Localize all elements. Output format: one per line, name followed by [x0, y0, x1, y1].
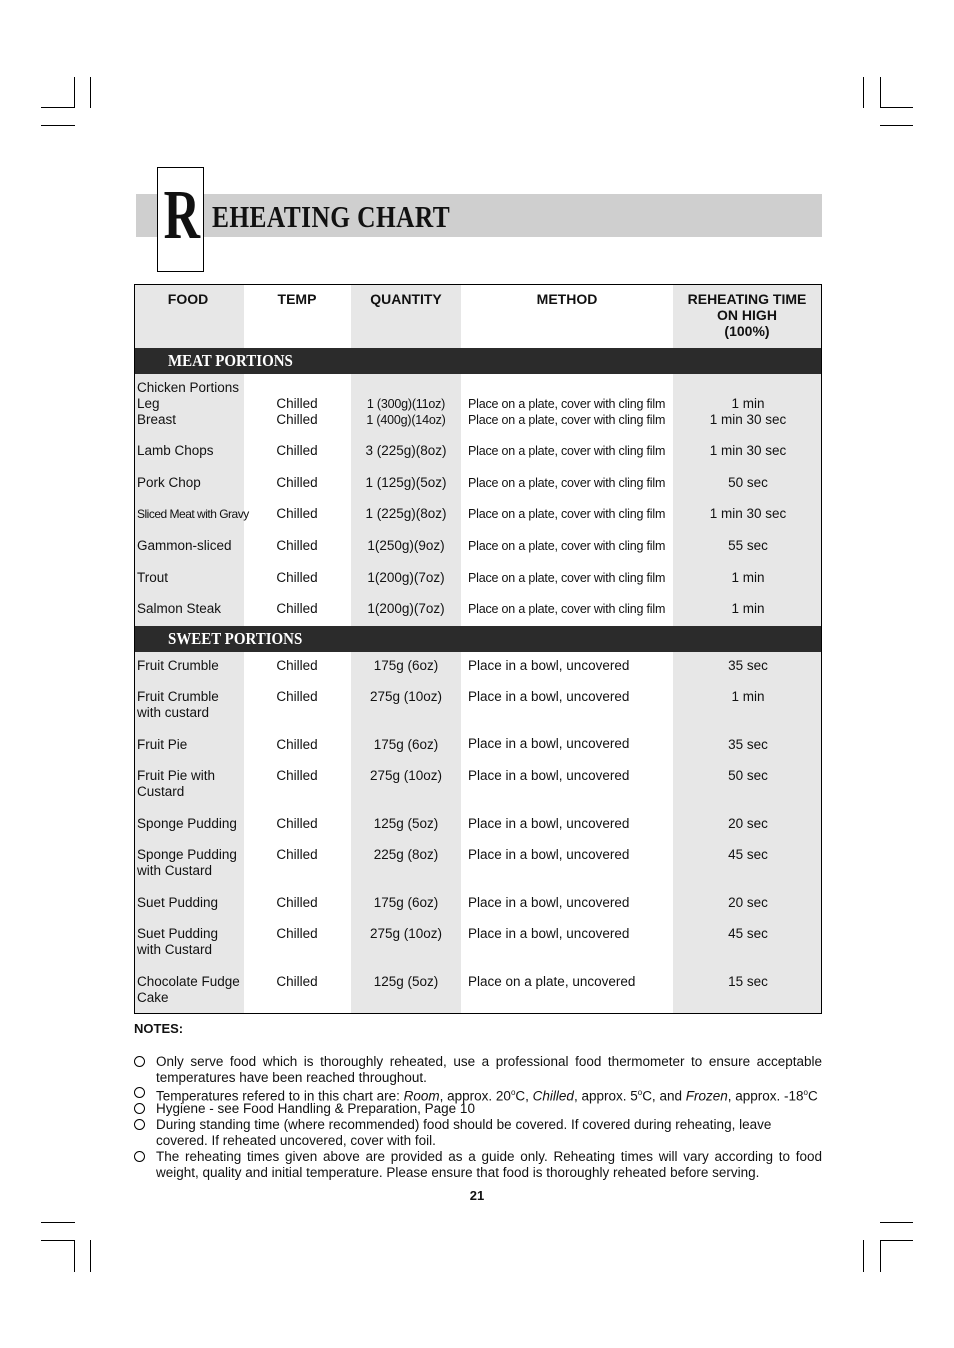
- food-line: Suet Pudding: [137, 926, 219, 941]
- note-text-part: C,: [515, 1088, 533, 1104]
- note-text-part: , approx. -18: [727, 1088, 804, 1104]
- method-cell: Place on a plate, cover with cling film: [468, 539, 666, 553]
- food-cell: [137, 737, 187, 753]
- notes-heading: NOTES:: [134, 1021, 184, 1036]
- temp-cell: Chilled: [276, 506, 318, 521]
- circle-bullet-icon: [134, 1119, 145, 1130]
- quantity-cell: 225g (8oz): [373, 847, 439, 862]
- quantity-cell: 1(250g)(9oz): [367, 538, 445, 553]
- temp-cell: Chilled: [276, 658, 318, 673]
- time-cell: 1 min 30 sec: [709, 443, 787, 458]
- method-cell: Place in a bowl, uncovered: [468, 816, 630, 831]
- food-cell: Breast: [137, 412, 177, 427]
- circle-bullet-icon: [134, 1103, 145, 1114]
- food-cell: Sliced Meat with Gravy: [137, 507, 249, 521]
- temp-cell: Chilled: [276, 974, 318, 989]
- time-cell: 1 min: [731, 689, 765, 704]
- method-cell: Place on a plate, cover with cling film: [468, 602, 666, 616]
- food-line: Fruit Crumble: [137, 658, 219, 673]
- quantity-cell: 1(200g)(7oz): [367, 570, 445, 585]
- degree-sign: o: [510, 1088, 516, 1097]
- time-cell: 1 min: [731, 601, 765, 616]
- food-cell: Gammon-sliced: [137, 538, 232, 553]
- header-quantity: QUANTITY: [370, 291, 442, 307]
- circle-bullet-icon: [134, 1087, 145, 1098]
- time-cell: 50 sec: [728, 768, 768, 783]
- circle-bullet-icon: [134, 1151, 145, 1162]
- quantity-cell: 275g (10oz): [369, 768, 443, 783]
- temp-cell: Chilled: [276, 570, 318, 585]
- food-line: with custard: [137, 705, 210, 720]
- reheating-table: [134, 284, 822, 1014]
- method-cell: Place in a bowl, uncovered: [468, 658, 630, 673]
- time-cell: 45 sec: [728, 847, 768, 862]
- temp-cell: Chilled: [276, 601, 318, 616]
- note-text-part: , approx. 20: [439, 1088, 511, 1104]
- method-cell: Place in a bowl, uncovered: [468, 847, 630, 862]
- quantity-cell: 1 (125g)(5oz): [365, 475, 447, 490]
- quantity-cell: 175g (6oz): [373, 658, 439, 673]
- note-frozen: Frozen: [685, 1088, 728, 1104]
- header-time: [673, 291, 821, 339]
- note-text-part: C, and: [642, 1088, 686, 1104]
- quantity-cell: 3 (225g)(8oz): [365, 443, 447, 458]
- temp-cell: Chilled: [276, 926, 318, 941]
- page-title: EHEATING CHART: [212, 199, 451, 234]
- temp-cell: Chilled: [276, 847, 318, 862]
- food-line: Fruit Pie: [137, 737, 188, 752]
- temp-cell: Chilled: [276, 475, 318, 490]
- note-text-part: , approx. 5: [573, 1088, 638, 1104]
- food-cell: [137, 689, 219, 721]
- food-line: with Custard: [137, 863, 213, 878]
- method-cell: Place in a bowl, uncovered: [468, 689, 630, 704]
- food-line: Sponge Pudding: [137, 816, 237, 831]
- food-line: Sponge Pudding: [137, 847, 237, 862]
- note-text-part: Temperatures refered to in this chart are:: [156, 1088, 404, 1104]
- method-cell: Place in a bowl, uncovered: [468, 926, 630, 941]
- quantity-cell: 275g (10oz): [369, 689, 443, 704]
- meat-section-bar: [135, 348, 821, 374]
- note-text: Only serve food which is thoroughly reheated, use a professional food thermometer to ensure acceptable temperatures have been reached throughout.: [156, 1054, 822, 1085]
- food-cell: [137, 816, 237, 832]
- page-number: 21: [469, 1188, 485, 1203]
- header-temp: TEMP: [277, 291, 317, 307]
- quantity-cell: 1(200g)(7oz): [367, 601, 445, 616]
- sweet-section-title: SWEET PORTIONS: [168, 629, 303, 648]
- time-cell: 35 sec: [728, 737, 768, 752]
- time-cell: 20 sec: [728, 895, 768, 910]
- time-cell: 1 min 30 sec: [709, 412, 787, 427]
- temp-cell: Chilled: [276, 412, 318, 427]
- food-cell: [137, 926, 218, 958]
- note-text: Hygiene - see Food Handling & Preparation, Page 10: [156, 1101, 475, 1116]
- food-cell: Lamb Chops: [137, 443, 214, 458]
- method-cell: Place on a plate, cover with cling film: [468, 571, 666, 585]
- method-cell: Place on a plate, cover with cling film: [468, 413, 666, 427]
- temp-cell: Chilled: [276, 816, 318, 831]
- time-cell: 15 sec: [728, 974, 768, 989]
- temp-cell: Chilled: [276, 689, 318, 704]
- time-cell: 1 min 30 sec: [709, 506, 787, 521]
- note-text: The reheating times given above are provided as a guide only. Reheating times will vary according to food weight, quality and initial temperature. Please ensure that food is thoroughly reheated before serving.: [156, 1149, 822, 1180]
- food-line: Custard: [137, 784, 185, 799]
- quantity-cell: 175g (6oz): [373, 737, 439, 752]
- temp-cell: Chilled: [276, 768, 318, 783]
- meat-section-title: MEAT PORTIONS: [168, 351, 293, 370]
- quantity-cell: 1 (400g)(14oz): [366, 413, 446, 427]
- quantity-cell: 125g (5oz): [373, 816, 439, 831]
- method-cell: Place on a plate, cover with cling film: [468, 507, 666, 521]
- food-cell: Trout: [137, 570, 169, 585]
- method-cell: Place on a plate, cover with cling film: [468, 444, 666, 458]
- food-line: Chocolate Fudge: [137, 974, 240, 989]
- header-time-line1: REHEATING TIME: [687, 291, 807, 307]
- temp-cell: Chilled: [276, 538, 318, 553]
- time-cell: 20 sec: [728, 816, 768, 831]
- time-cell: 35 sec: [728, 658, 768, 673]
- note-text: During standing time (where recommended) food should be covered. If covered during reheating, leave covered. If reheated uncovered, cover with foil.: [156, 1117, 772, 1148]
- food-line: Cake: [137, 990, 169, 1005]
- method-cell: Place on a plate, cover with cling film: [468, 476, 666, 490]
- note-text-part: C: [808, 1088, 818, 1104]
- time-cell: 1 min: [731, 570, 765, 585]
- header-time-line2: ON HIGH: [717, 307, 777, 323]
- food-cell: Leg: [137, 396, 160, 411]
- food-cell: [137, 658, 219, 674]
- food-line: with Custard: [137, 942, 213, 957]
- note-room: Room: [403, 1088, 440, 1104]
- method-cell: Place on a plate, cover with cling film: [468, 397, 666, 411]
- food-cell: [137, 768, 215, 800]
- header-method: METHOD: [536, 291, 598, 307]
- temp-cell: Chilled: [276, 895, 318, 910]
- title-initial: R: [163, 177, 200, 254]
- time-cell: 55 sec: [728, 538, 768, 553]
- time-cell: 1 min: [731, 396, 765, 411]
- method-cell: Place in a bowl, uncovered: [468, 736, 630, 751]
- header-food: FOOD: [167, 291, 209, 307]
- food-cell: Pork Chop: [137, 475, 201, 490]
- food-line: Suet Pudding: [137, 895, 219, 910]
- time-cell: 50 sec: [728, 475, 768, 490]
- quantity-cell: 175g (6oz): [373, 895, 439, 910]
- food-cell: [137, 847, 237, 879]
- food-line: Fruit Crumble: [137, 689, 219, 704]
- chicken-portions-heading: Chicken Portions: [137, 380, 240, 395]
- quantity-cell: 275g (10oz): [369, 926, 443, 941]
- food-cell: Salmon Steak: [137, 601, 222, 616]
- quantity-cell: 1 (300g)(11oz): [366, 397, 446, 411]
- degree-sign: o: [637, 1088, 643, 1097]
- quantity-cell: 125g (5oz): [373, 974, 439, 989]
- circle-bullet-icon: [134, 1056, 145, 1067]
- food-line: Fruit Pie with: [137, 768, 216, 783]
- food-cell: [137, 974, 240, 1006]
- note-chilled: Chilled: [532, 1088, 574, 1104]
- temp-cell: Chilled: [276, 737, 318, 752]
- method-cell: Place in a bowl, uncovered: [468, 895, 630, 910]
- temp-cell: Chilled: [276, 396, 318, 411]
- food-cell: [137, 895, 218, 911]
- quantity-cell: 1 (225g)(8oz): [365, 506, 447, 521]
- temp-cell: Chilled: [276, 443, 318, 458]
- header-time-line3: (100%): [724, 323, 770, 339]
- method-cell: Place on a plate, uncovered: [468, 974, 636, 989]
- method-cell: Place in a bowl, uncovered: [468, 768, 630, 783]
- time-cell: 45 sec: [728, 926, 768, 941]
- sweet-section-bar: [135, 626, 821, 652]
- degree-sign: o: [803, 1088, 808, 1097]
